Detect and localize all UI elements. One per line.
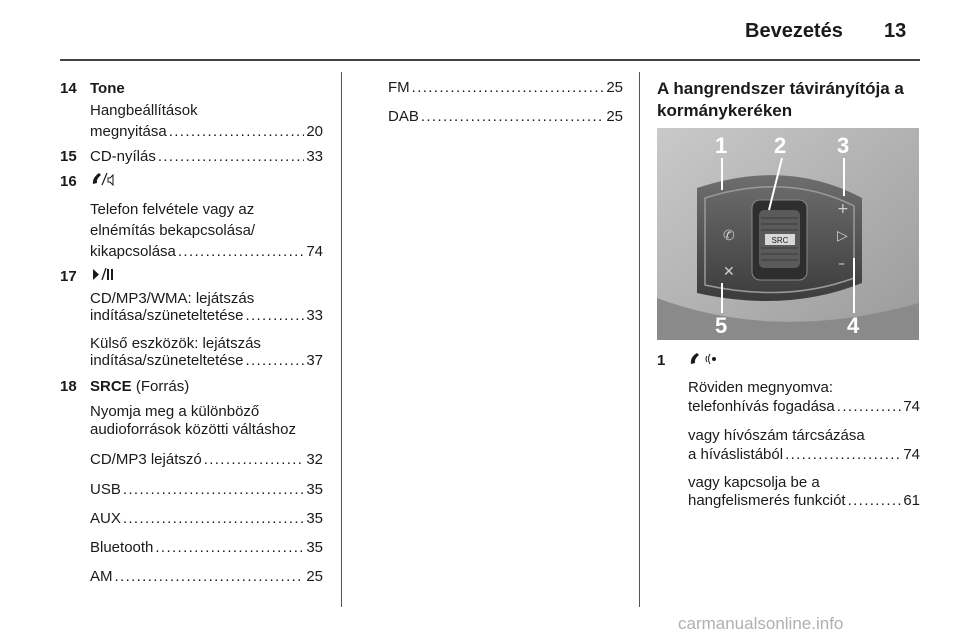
- toc-entry-source: [388, 107, 623, 127]
- item-16-line2: elnémítás bekapcsolása/: [90, 222, 256, 239]
- item-1-line3: vagy hívószám tárcsázása: [688, 427, 865, 444]
- toc-page: 33: [306, 148, 323, 165]
- toc-page: 25: [606, 79, 623, 96]
- toc-label: kikapcsolása: [90, 243, 176, 260]
- toc-label: CD-nyílás: [90, 148, 156, 165]
- page-header-title: Bevezetés: [745, 20, 843, 42]
- toc-label: Bluetooth: [90, 539, 154, 556]
- item-1-line5: vagy kapcsolja be a: [688, 474, 820, 491]
- toc-label: telefonhívás fogadása: [688, 398, 835, 415]
- src-button-label: SRC: [771, 236, 789, 245]
- toc-entry-answer-call: [688, 397, 920, 417]
- phone-mute-icon: [90, 170, 116, 193]
- toc-page: 35: [306, 481, 323, 498]
- toc-label: FM: [388, 79, 410, 96]
- toc-page: 74: [306, 243, 323, 260]
- toc-entry-source: [90, 450, 323, 470]
- watermark: carmanualsonline.info: [678, 614, 844, 633]
- toc-entry-source: [90, 538, 323, 558]
- play-pause-icon: [90, 265, 116, 288]
- item-number-1: 1: [657, 352, 666, 369]
- item-14-title: Tone: [90, 80, 125, 97]
- toc-entry-source: [388, 78, 623, 98]
- column-divider-left: [341, 72, 342, 607]
- toc-entry-call-list: [688, 445, 920, 465]
- item-1-line1: Röviden megnyomva:: [688, 379, 834, 396]
- toc-entry-cd-play: [90, 306, 323, 326]
- item-number-14: 14: [60, 80, 77, 97]
- svg-text:▷: ▷: [837, 228, 848, 244]
- toc-entry-voice-recognition: [688, 491, 920, 511]
- toc-page: 37: [306, 352, 323, 369]
- toc-page: 20: [306, 123, 323, 140]
- callout-label: 5: [715, 313, 728, 338]
- toc-label: megnyitása: [90, 123, 167, 140]
- section-title-line1: A hangrendszer távirányítója a: [657, 79, 904, 98]
- item-18-desc1: Nyomja meg a különböző: [90, 403, 260, 420]
- svg-text:✕: ✕: [723, 264, 735, 280]
- section-title: [657, 78, 927, 122]
- phone-voice-icon: [688, 350, 718, 373]
- svg-text:–: –: [838, 256, 845, 272]
- item-number-15: 15: [60, 148, 77, 165]
- header-rule: [60, 59, 920, 61]
- toc-page: 74: [903, 398, 920, 415]
- item-number-18: 18: [60, 378, 77, 395]
- callout-label: 1: [715, 133, 728, 158]
- toc-label: CD/MP3 lejátszó: [90, 451, 202, 468]
- item-17-cd-line1: CD/MP3/WMA: lejátszás: [90, 290, 255, 307]
- item-18-desc2: audioforrások közötti váltáshoz: [90, 421, 296, 438]
- toc-page: 33: [306, 307, 323, 324]
- item-number-17: 17: [60, 268, 77, 285]
- column-divider-right: [639, 72, 640, 607]
- svg-text:+: +: [837, 201, 849, 217]
- toc-entry-cd-slot: [90, 147, 323, 167]
- item-number-16: 16: [60, 173, 77, 190]
- toc-entry-tone: [90, 122, 323, 142]
- item-18-title: [90, 377, 189, 397]
- item-14-desc: Hangbeállítások: [90, 102, 198, 119]
- callout-label: 2: [774, 133, 787, 158]
- section-title-line2: kormánykeréken: [657, 101, 793, 120]
- svg-text:✆: ✆: [723, 228, 735, 244]
- page-number: 13: [884, 20, 907, 42]
- toc-label: indítása/szüneteltetése: [90, 352, 244, 369]
- callout-label: 4: [847, 313, 860, 338]
- toc-entry-source: [90, 567, 323, 587]
- steering-wheel-controls-figure: [657, 128, 919, 340]
- toc-label: AM: [90, 568, 113, 585]
- toc-page: 25: [606, 108, 623, 125]
- toc-page: 61: [903, 492, 920, 509]
- srce-paren: (Forrás): [135, 378, 190, 395]
- toc-label: indítása/szüneteltetése: [90, 307, 244, 324]
- toc-entry-source: [90, 509, 323, 529]
- toc-page: 25: [306, 568, 323, 585]
- toc-entry-ext-play: [90, 351, 323, 371]
- toc-label: USB: [90, 481, 121, 498]
- toc-entry-source: [90, 480, 323, 500]
- item-17-ext-line1: Külső eszközök: lejátszás: [90, 335, 261, 352]
- toc-page: 32: [306, 451, 323, 468]
- toc-label: AUX: [90, 510, 121, 527]
- toc-page: 35: [306, 510, 323, 527]
- toc-label: a híváslistából: [688, 446, 784, 463]
- toc-label: hangfelismerés funkciót: [688, 492, 846, 509]
- srce-label: SRCE: [90, 378, 132, 395]
- toc-page: 35: [306, 539, 323, 556]
- toc-page: 74: [903, 446, 920, 463]
- toc-entry-phone-mute: [90, 242, 323, 262]
- callout-label: 3: [837, 133, 850, 158]
- toc-label: DAB: [388, 108, 419, 125]
- item-16-line1: Telefon felvétele vagy az: [90, 201, 255, 218]
